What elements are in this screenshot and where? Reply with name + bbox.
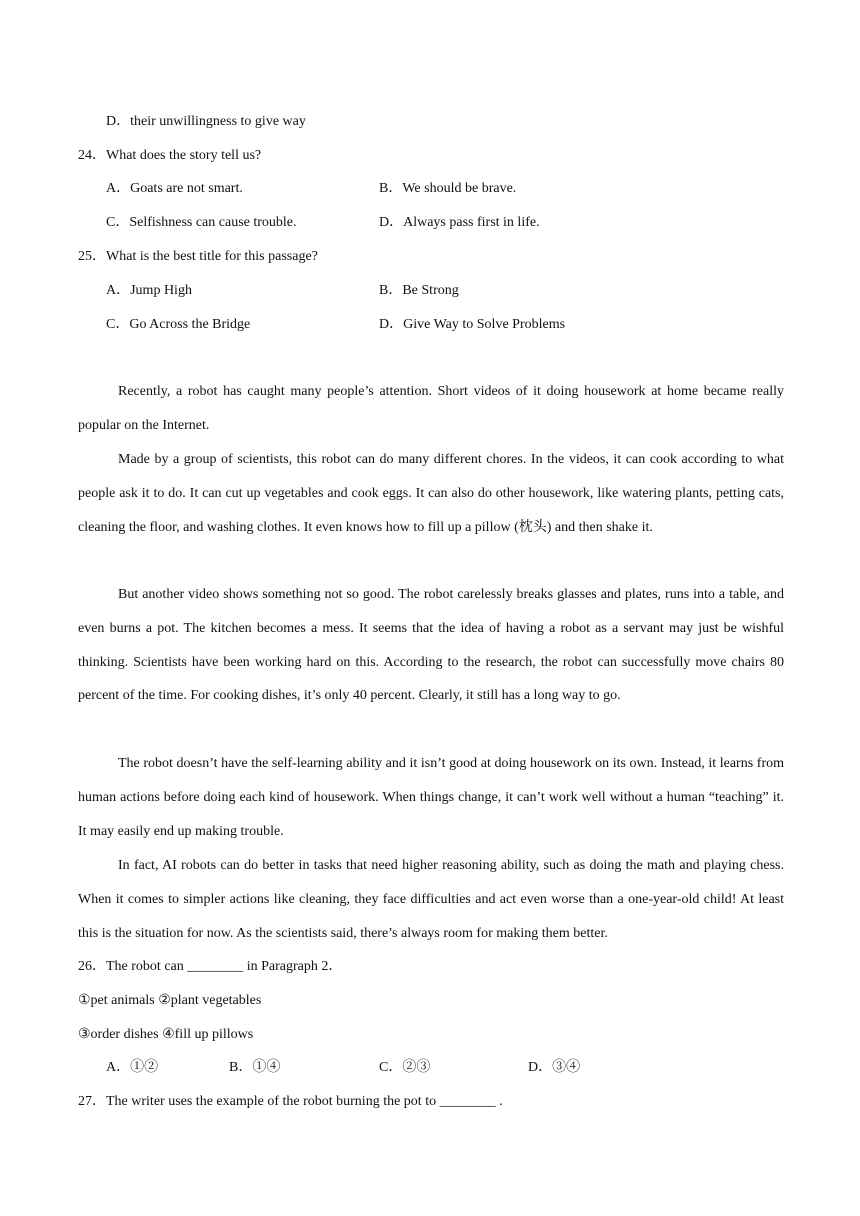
- q24-option-a: A．Goats are not smart.: [106, 181, 243, 196]
- q25-option-b: B．Be Strong: [379, 283, 459, 298]
- q24-option-c: C．Selfishness can cause trouble.: [106, 215, 297, 230]
- q26-option-d: D．③④: [528, 1060, 581, 1075]
- q24-stem: 24．What does the story tell us?: [78, 148, 262, 163]
- passage-paragraph-4: The robot doesn’t have the self-learning ability and it isn’t good at doing housework on its own. Instead, it learns from human actions before doing each kind of housework. When things change, it can’t work well without a human “teaching” it. It may easily end up making trouble.: [78, 756, 784, 839]
- q23-option-d: D．their unwillingness to give way: [106, 114, 306, 129]
- q25-stem: 25．What is the best title for this passage?: [78, 249, 318, 264]
- q24-option-b: B．We should be brave.: [379, 181, 517, 196]
- passage-paragraph-3: But another video shows something not so good. The robot carelessly breaks glasses and plates, runs into a table, and even burns a pot. The kitchen becomes a mess. It seems that the idea of having a robot as a servant may just be wishful thinking. Scientists have been working hard on this. According to the research, the robot can successfully move chairs 80 percent of the time. For cooking dishes, it’s only 40 percent. Clearly, it still has a long way to go.: [78, 587, 784, 704]
- q26-option-b: B．①④: [229, 1060, 281, 1075]
- q26-choices-line-2: ③order dishes ④fill up pillows: [78, 1027, 254, 1042]
- passage-paragraph-2: Made by a group of scientists, this robot can do many different chores. In the videos, it can cook according to what people ask it to do. It can cut up vegetables and cook eggs. It can also do other housework, like watering plants, petting cats, cleaning the floor, and washing clothes. It even knows how to fill up a pillow (枕头) and then shake it.: [78, 452, 784, 535]
- passage-paragraph-5: In fact, AI robots can do better in tasks that need higher reasoning ability, such as doing the math and playing chess. When it comes to simpler actions like cleaning, they face difficulties and act even worse than a one-year-old child! At least this is the situation for now. As the scientists said, there’s always room for making them better.: [78, 858, 784, 941]
- q25-option-c: C．Go Across the Bridge: [106, 317, 251, 332]
- q26-choices-line-1: ①pet animals ②plant vegetables: [78, 993, 262, 1008]
- q26-option-c: C．②③: [379, 1060, 431, 1075]
- q27-stem: 27．The writer uses the example of the robot burning the pot to ________ .: [78, 1094, 503, 1109]
- q26-stem: 26．The robot can ________ in Paragraph 2．: [78, 959, 343, 974]
- q24-option-d: D．Always pass first in life.: [379, 215, 540, 230]
- q25-option-a: A．Jump High: [106, 283, 192, 298]
- q25-option-d: D．Give Way to Solve Problems: [379, 317, 566, 332]
- passage-paragraph-1: Recently, a robot has caught many people’s attention. Short videos of it doing housework at home became really popular on the Internet.: [78, 384, 784, 433]
- q26-option-a: A．①②: [106, 1060, 159, 1075]
